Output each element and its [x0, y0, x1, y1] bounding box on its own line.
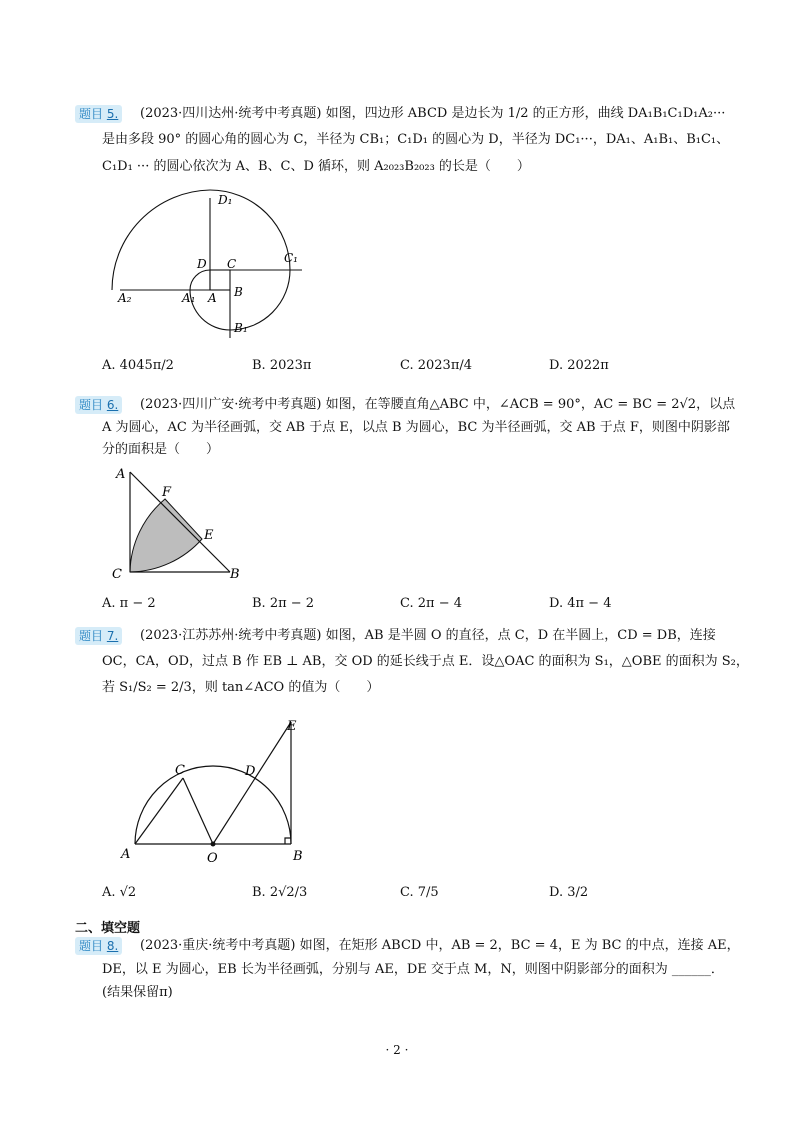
- problem-text-line: OC，CA，OD，过点 B 作 EB ⊥ AB，交 OD 的延长线于点 E．设△OAC 的面积为 S₁，△OBE 的面积为 S₂，: [102, 654, 749, 669]
- figure-label: D₁: [218, 193, 233, 207]
- figure-label: C₁: [284, 251, 298, 265]
- problem-text-line: 若 S₁/S₂ = 2/3，则 tan∠ACO 的值为（ ）: [102, 680, 380, 695]
- problem-text-line: DE，以 E 为圆心，EB 长为半径画弧，分别与 AE，DE 交于点 M，N，则图中阴影部分的面积为 ______．: [102, 962, 724, 977]
- problem-badge: 题目 7.: [75, 627, 122, 645]
- figure-label: F: [162, 485, 172, 500]
- figure-label: A: [121, 847, 131, 862]
- option-b[interactable]: B. 2π − 2: [252, 596, 315, 611]
- option-b[interactable]: B. 2023π: [252, 358, 312, 373]
- problem-text-line: C₁D₁ ··· 的圆心依次为 A、B、C、D 循环，则 A₂₀₂₃B₂₀₂₃ 的长是（ ）: [102, 159, 530, 174]
- figure-label: E: [287, 719, 297, 734]
- page-number: · 2 ·: [385, 1043, 409, 1057]
- figure-label: B₁: [234, 321, 248, 335]
- option-c[interactable]: C. 2π − 4: [400, 596, 462, 611]
- figure-label: A₁: [182, 291, 196, 305]
- problem-text-line: 分的面积是（ ）: [102, 442, 220, 457]
- option-d[interactable]: D. 3/2: [549, 885, 589, 900]
- figure-spiral-arcs: [110, 188, 310, 338]
- problem-badge: 题目 5.: [75, 105, 122, 123]
- option-b[interactable]: B. 2√2/3: [252, 885, 308, 900]
- section-title: 二、填空题: [75, 921, 141, 936]
- problem-text-line: (2023·四川达州·统考中考真题) 如图，四边形 ABCD 是边长为 1/2 的正方形，曲线 DA₁B₁C₁D₁A₂···: [140, 106, 726, 121]
- option-a[interactable]: A. 4045π/2: [102, 358, 174, 373]
- problem-text-line: (2023·四川广安·统考中考真题) 如图，在等腰直角△ABC 中，∠ACB = 90°，AC = BC = 2√2，以点: [140, 397, 736, 412]
- problem-text-line: A 为圆心，AC 为半径画弧，交 AB 于点 E，以点 B 为圆心，BC 为半径画弧，交 AB 于点 F，则图中阴影部: [102, 420, 730, 435]
- option-c[interactable]: C. 2023π/4: [400, 358, 473, 373]
- problem-text-line: (2023·重庆·统考中考真题) 如图，在矩形 ABCD 中，AB = 2，BC = 4，E 为 BC 的中点，连接 AE，: [140, 938, 740, 953]
- problem-text-line: (2023·江苏苏州·统考中考真题) 如图，AB 是半圆 O 的直径，点 C，D 在半圆上，CD = DB，连接: [140, 628, 716, 643]
- figure-label: D: [197, 257, 207, 271]
- figure-label: B: [293, 849, 303, 864]
- figure-label: E: [204, 528, 214, 543]
- figure-label: D: [245, 764, 256, 779]
- option-d[interactable]: D. 2022π: [549, 358, 609, 373]
- figure-label: B: [230, 567, 240, 582]
- figure-triangle-shaded: [110, 462, 250, 582]
- figure-label: C: [112, 567, 122, 582]
- figure-label: O: [207, 851, 218, 866]
- option-a[interactable]: A. π − 2: [102, 596, 156, 611]
- option-c[interactable]: C. 7/5: [400, 885, 439, 900]
- problem-badge: 题目 6.: [75, 396, 122, 414]
- figure-label: C: [175, 763, 185, 778]
- problem-badge: 题目 8.: [75, 937, 122, 955]
- problem-text-line: (结果保留π): [102, 985, 173, 1000]
- figure-label: A: [116, 467, 126, 482]
- option-a[interactable]: A. √2: [102, 885, 137, 900]
- figure-label: A: [208, 291, 217, 305]
- figure-label: C: [227, 257, 237, 271]
- figure-label: A₂: [118, 291, 132, 305]
- option-d[interactable]: D. 4π − 4: [549, 596, 612, 611]
- figure-label: B: [234, 285, 243, 299]
- figure-semicircle: [115, 712, 315, 867]
- problem-text-line: 是由多段 90° 的圆心角的圆心为 C，半径为 CB₁；C₁D₁ 的圆心为 D，半径为 DC₁···，DA₁、A₁B₁、B₁C₁、: [102, 132, 730, 147]
